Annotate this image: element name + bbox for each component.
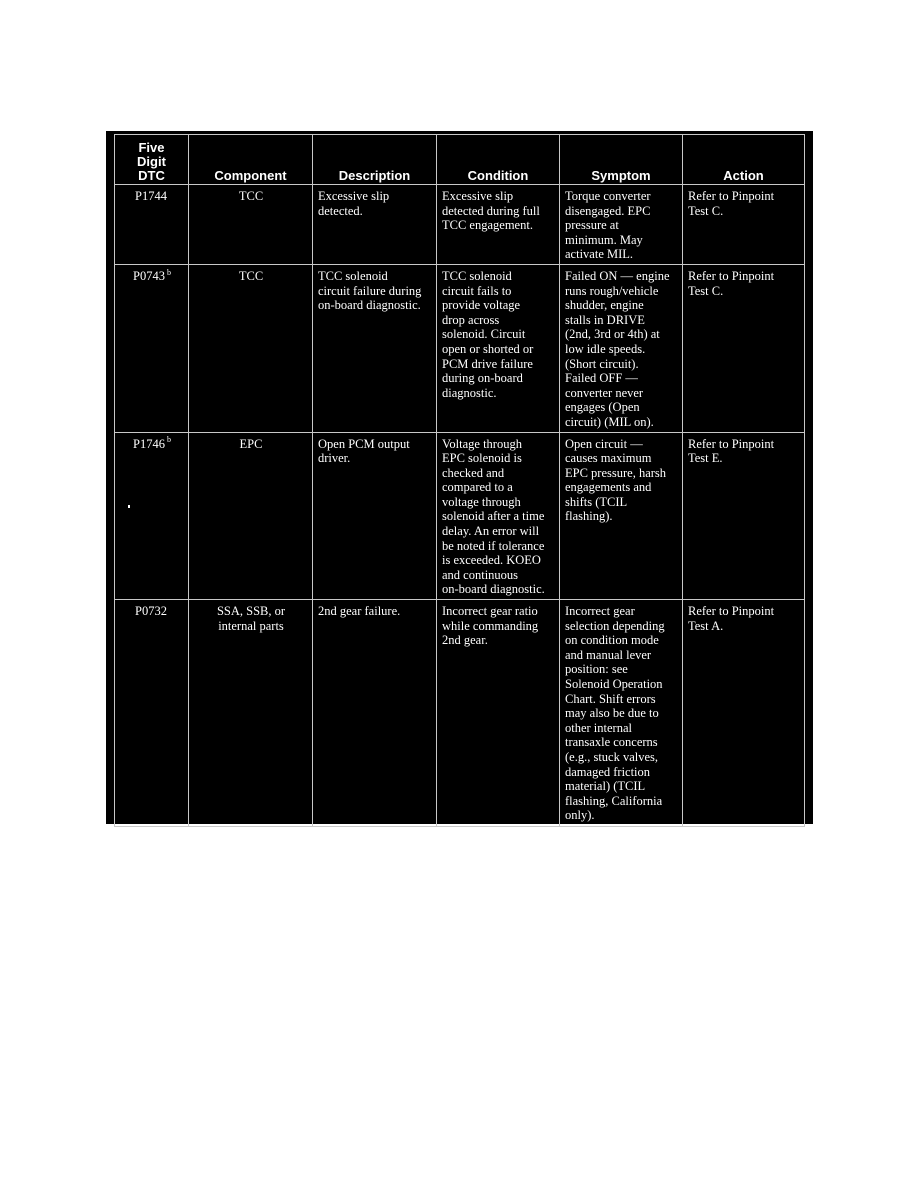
dtc-code-cell: P1746 $^b$: [115, 432, 189, 600]
component-cell: EPC: [189, 432, 313, 600]
dtc-code-cell: P0732: [115, 600, 189, 827]
header-description: Description: [313, 135, 437, 185]
table-body: [115, 185, 805, 827]
dtc-table: [114, 134, 805, 827]
component-cell: SSA, SSB, or internal parts: [189, 600, 313, 827]
action-cell: Refer to Pinpoint Test C.: [683, 264, 805, 432]
table-row: [115, 185, 805, 265]
symptom-cell: Torque converter disengaged. EPC pressure at minimum. May activate MIL.: [560, 185, 683, 265]
symptom-cell: Failed ON — engine runs rough/vehicle shudder, engine stalls in DRIVE (2nd, 3rd or 4th) at low idle speeds. (Short circuit). Failed OFF — converter never engages (Open circuit) (MIL on).: [560, 264, 683, 432]
table-row: [115, 432, 805, 600]
header-condition: Condition: [437, 135, 560, 185]
action-cell: Refer to Pinpoint Test A.: [683, 600, 805, 827]
header-row: [115, 135, 805, 185]
symptom-cell: Incorrect gear selection depending on condition mode and manual lever position: see Solenoid Operation Chart. Shift errors may also be due to other internal transaxle concerns (e.g., stuck valves, damaged friction material) (TCIL flashing, California only).: [560, 600, 683, 827]
component-cell: TCC: [189, 264, 313, 432]
dtc-code-cell: P0743 $^b$: [115, 264, 189, 432]
scan-artifact-mark: [128, 505, 130, 508]
dtc-table-panel: [106, 131, 813, 824]
table-header: [115, 135, 805, 185]
description-cell: Open PCM output driver.: [313, 432, 437, 600]
header-component: Component: [189, 135, 313, 185]
symptom-cell: Open circuit — causes maximum EPC pressure, harsh engagements and shifts (TCIL flashing).: [560, 432, 683, 600]
action-cell: Refer to Pinpoint Test E.: [683, 432, 805, 600]
header-five-digit-dtc: Five Digit DTC: [115, 135, 189, 185]
condition-cell: Voltage through EPC solenoid is checked and compared to a voltage through solenoid after a time delay. An error will be noted if tolerance is exceeded. KOEO and continuous on-board diagnostic.: [437, 432, 560, 600]
action-cell: Refer to Pinpoint Test C.: [683, 185, 805, 265]
header-action: Action: [683, 135, 805, 185]
dtc-code-cell: P1744: [115, 185, 189, 265]
description-cell: Excessive slip detected.: [313, 185, 437, 265]
table-row: [115, 264, 805, 432]
description-cell: 2nd gear failure.: [313, 600, 437, 827]
condition-cell: TCC solenoid circuit fails to provide voltage drop across solenoid. Circuit open or shorted or PCM drive failure during on-board diagnostic.: [437, 264, 560, 432]
header-symptom: Symptom: [560, 135, 683, 185]
condition-cell: Incorrect gear ratio while commanding 2nd gear.: [437, 600, 560, 827]
condition-cell: Excessive slip detected during full TCC engagement.: [437, 185, 560, 265]
table-row: [115, 600, 805, 827]
description-cell: TCC solenoid circuit failure during on-board diagnostic.: [313, 264, 437, 432]
component-cell: TCC: [189, 185, 313, 265]
